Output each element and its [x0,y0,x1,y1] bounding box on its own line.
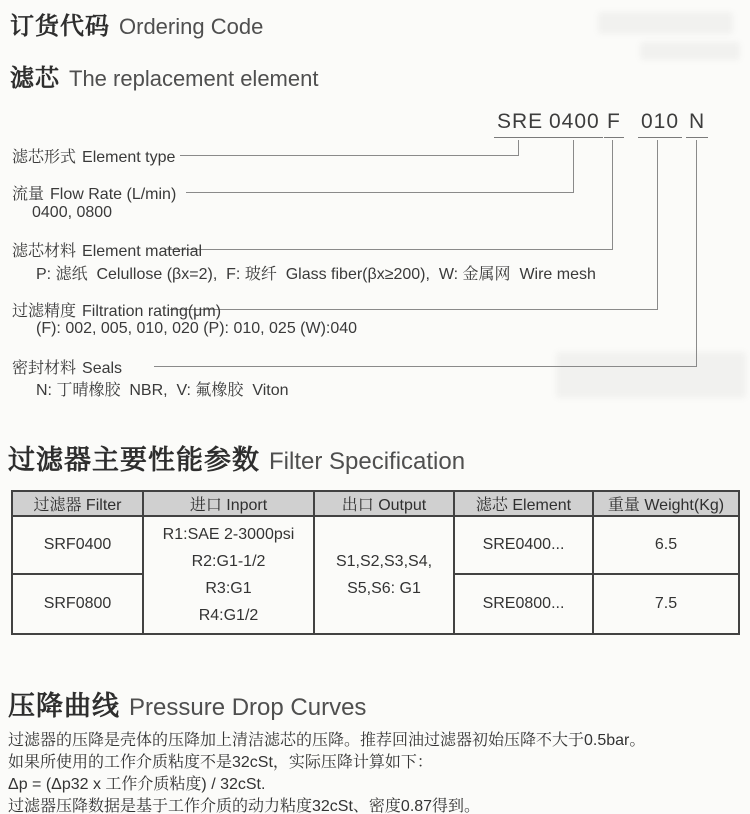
heading-filter-specification [8,438,465,477]
cell-weight-srf0400: 6.5 [593,516,739,574]
header-cell-weight: 重量 Weight(Kg) [593,491,739,516]
ordering-row-element-material: 滤芯材料 Element material [12,243,203,260]
pressure-paragraph-4: 过滤器压降数据是基于工作介质的动力粘度32cSt、密度0.87得到。 [8,798,481,814]
ordering-detail-filtration-rating: (F): 002, 005, 010, 020 (P): 010, 025 (W):040 [36,320,358,337]
ordering-detail-element-material: P: 滤纸 Celullose (βx=2), F: 玻纤 Glass fiber(βx≥200), W: 金属网 Wire mesh [36,266,596,283]
heading-replacement-element-en: The replacement element [69,66,319,91]
cell-output: S1,S2,S3,S4, S5,S6: G1 [314,516,454,634]
header-cell-element: 滤芯 Element [454,491,593,516]
pressure-paragraph-1: 过滤器的压降是壳体的压降加上清洁滤芯的压降。推荐回油过滤器初始压降不大于0.5bar。 [8,732,646,749]
heading-pressure-drop-zh: 压降曲线 [8,691,120,721]
heading-replacement-element-zh: 滤芯 [10,65,60,92]
heading-replacement-element [10,58,318,93]
table-row [12,516,739,574]
header-cell-filter: 过滤器 Filter [12,491,143,516]
pressure-paragraph-2: 如果所使用的工作介质粘度不是32cSt，实际压降计算如下： [8,754,433,771]
code-segment-rating: 010 [638,111,682,138]
scan-artifact [640,42,740,60]
cell-filter-srf0400: SRF0400 [12,516,143,574]
pressure-paragraph-3: Δp = (Δp32 x 工作介质粘度) / 32cSt. [8,776,266,793]
header-cell-output: 出口 Output [314,491,454,516]
cell-inport: R1:SAE 2-3000psi R2:G1-1/2 R3:G1 R4:G1/2 [143,516,314,634]
table-header-row [12,491,739,516]
heading-filter-specification-en: Filter Specification [269,448,466,475]
heading-ordering-code-en: Ordering Code [119,14,264,39]
code-segment-seal: N [686,111,708,138]
heading-filter-specification-zh: 过滤器主要性能参数 [8,445,260,475]
code-segment-material: F [604,111,624,138]
heading-pressure-drop-en: Pressure Drop Curves [129,694,367,721]
ordering-row-seals: 密封材料 Seals [12,360,123,377]
heading-ordering-code [10,6,263,41]
ordering-detail-seals: N: 丁晴橡胶 NBR, V: 氟橡胶 Viton [36,382,289,399]
ordering-row-filtration-rating: 过滤精度 Filtration rating(μm) [12,303,222,320]
code-segment-series: SRE [494,111,546,138]
scan-artifact [598,12,733,34]
ordering-detail-flow-rate: 0400, 0800 [32,204,113,221]
ordering-row-flow-rate: 流量 Flow Rate (L/min) [12,186,177,203]
heading-ordering-code-zh: 订货代码 [10,13,110,40]
header-cell-inport: 进口 Inport [143,491,314,516]
cell-element-sre0800: SRE0800... [454,574,593,634]
code-segment-flow-rate: 0400 [546,111,603,138]
cell-filter-srf0800: SRF0800 [12,574,143,634]
cell-element-sre0400: SRE0400... [454,516,593,574]
filter-specification-table [11,490,740,635]
cell-weight-srf0800: 7.5 [593,574,739,634]
heading-pressure-drop-curves [8,684,366,723]
ordering-row-element-type: 滤芯形式 Element type [12,149,176,166]
